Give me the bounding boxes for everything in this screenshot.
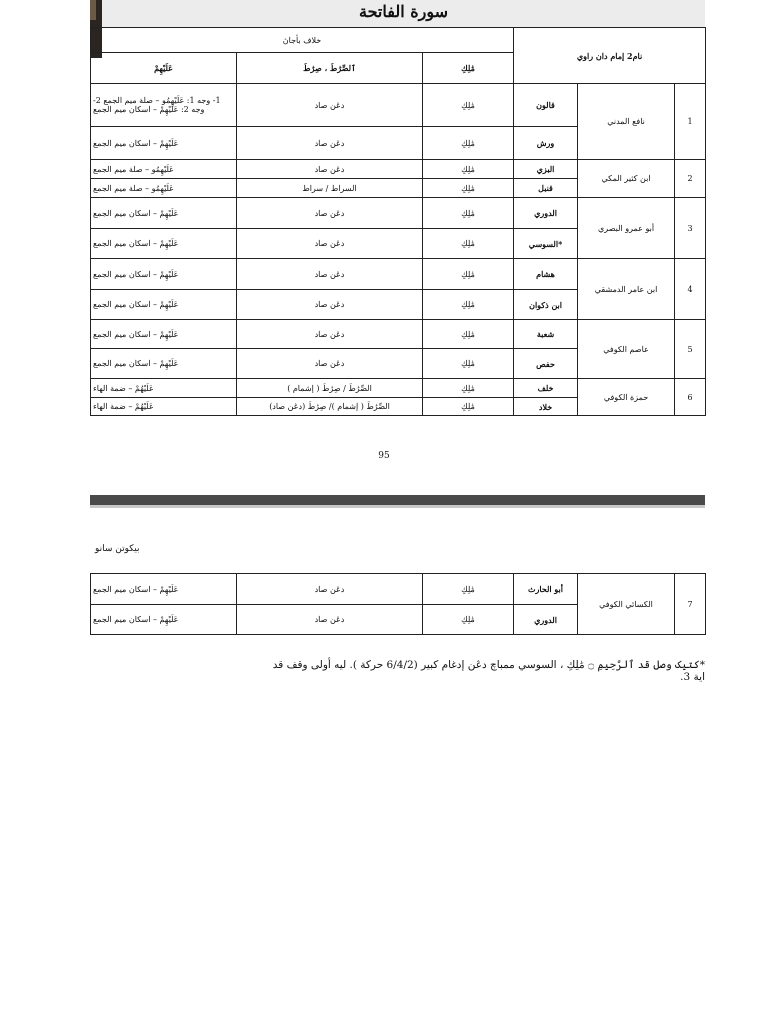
- cell-imam: ابن عامر الدمشقي: [578, 259, 675, 320]
- footnote: *كتيک وصل قد ٱلرَّحِيمِ ۝ مَٰلِكِ ، السوسي ممباچ دڠن إدغام كبير (6/4/2 حركة ). ليه أولى وقف قد اية 3.: [272, 659, 705, 683]
- cell-alaihim: عَلَيْهِمْ – اسكان ميم الجمع: [91, 290, 237, 320]
- cell-maliki: مَٰلِكِ: [423, 84, 514, 127]
- cell-number: 3: [675, 198, 706, 259]
- cell-alaihim: عَلَيْهِمْ – اسكان ميم الجمع: [91, 605, 237, 635]
- header-sirat: ٱلصِّرَٰطَ ، صِرَٰطَ: [237, 53, 423, 84]
- cell-sirat: دڠن صاد: [237, 290, 423, 320]
- cell-imam: حمزة الكوفي: [578, 379, 675, 416]
- cell-rawi: ابن ذكوان: [514, 290, 578, 320]
- cell-sirat: الصِّرَٰطَ / صِرَٰطَ ( إشمام ): [237, 379, 423, 398]
- cell-sirat: دڠن صاد: [237, 84, 423, 127]
- cell-rawi: خلاد: [514, 398, 578, 416]
- cell-number: 1: [675, 84, 706, 160]
- continued-label: بيكوتن سانو: [95, 544, 140, 554]
- cell-imam: عاصم الكوفي: [578, 320, 675, 379]
- header-alaihim: عَلَيْهِمْ: [91, 53, 237, 84]
- cell-alaihim: عَلَيْهِمْ – اسكان ميم الجمع: [91, 574, 237, 605]
- cell-imam: أبو عمرو البصري: [578, 198, 675, 259]
- cell-maliki: مَٰلِكِ: [423, 179, 514, 198]
- cell-rawi: هشام: [514, 259, 578, 290]
- cell-rawi: خلف: [514, 379, 578, 398]
- cell-maliki: مَٰلِكِ: [423, 127, 514, 160]
- cell-maliki: مَٰلِكِ: [423, 160, 514, 179]
- page-number: 95: [378, 451, 390, 461]
- cell-imam: نافع المدني: [578, 84, 675, 160]
- cell-number: 6: [675, 379, 706, 416]
- cell-rawi: *السوسي: [514, 229, 578, 259]
- cell-maliki: مَٰلِكِ: [423, 605, 514, 635]
- cell-imam: الكسائي الكوفي: [578, 574, 675, 635]
- cell-rawi: قنبل: [514, 179, 578, 198]
- header-imam-rawi: نام2 إمام دان راوي: [514, 28, 706, 84]
- cell-sirat: دڠن صاد: [237, 229, 423, 259]
- cell-sirat: دڠن صاد: [237, 320, 423, 349]
- header-khilaf: خلاف بأجاڽ: [91, 28, 514, 53]
- cell-rawi: قالون: [514, 84, 578, 127]
- cell-maliki: مَٰلِكِ: [423, 398, 514, 416]
- cell-rawi: ورش: [514, 127, 578, 160]
- cell-sirat: دڠن صاد: [237, 574, 423, 605]
- cell-rawi: أبو الحارث: [514, 574, 578, 605]
- cell-sirat: الصِّرَٰطَ ( إشمام )/ صِرَٰطَ (دڠن صاد): [237, 398, 423, 416]
- cell-alaihim: عَلَيْهِمْ – اسكان ميم الجمع: [91, 349, 237, 379]
- cell-alaihim: عَلَيْهُمْ – ضمة الهاء: [91, 379, 237, 398]
- cell-sirat: السراط / سراط: [237, 179, 423, 198]
- cell-sirat: دڠن صاد: [237, 198, 423, 229]
- cell-maliki: مَٰلِكِ: [423, 349, 514, 379]
- cell-maliki: مَٰلِكِ: [423, 198, 514, 229]
- cell-alaihim: 1- وجه 1: عَلَيْهِمُو – صلة ميم الجمع 2- وجه 2: عَلَيْهِمْ – اسكان ميم الجمع: [91, 84, 237, 127]
- cell-rawi: البزي: [514, 160, 578, 179]
- qiraat-table-continued: [90, 573, 706, 635]
- cell-maliki: مَٰلِكِ: [423, 379, 514, 398]
- cell-alaihim: عَلَيْهِمُو – صلة ميم الجمع: [91, 179, 237, 198]
- cell-maliki: مَٰلِكِ: [423, 574, 514, 605]
- cell-maliki: مَٰلِكِ: [423, 290, 514, 320]
- page-separator-shadow: [90, 505, 705, 508]
- cell-number: 5: [675, 320, 706, 379]
- cell-maliki: مَٰلِكِ: [423, 229, 514, 259]
- cell-number: 2: [675, 160, 706, 198]
- cell-sirat: دڠن صاد: [237, 349, 423, 379]
- cell-maliki: مَٰلِكِ: [423, 259, 514, 290]
- cell-alaihim: عَلَيْهُمْ – ضمة الهاء: [91, 398, 237, 416]
- cell-rawi: شعبة: [514, 320, 578, 349]
- cell-imam: ابن كثير المكي: [578, 160, 675, 198]
- cell-sirat: دڠن صاد: [237, 160, 423, 179]
- qiraat-table-page-95: [90, 27, 706, 416]
- cell-rawi: الدوري: [514, 198, 578, 229]
- cell-alaihim: عَلَيْهِمْ – اسكان ميم الجمع: [91, 127, 237, 160]
- cell-alaihim: عَلَيْهِمْ – اسكان ميم الجمع: [91, 198, 237, 229]
- cell-sirat: دڠن صاد: [237, 605, 423, 635]
- cell-sirat: دڠن صاد: [237, 259, 423, 290]
- cell-sirat: دڠن صاد: [237, 127, 423, 160]
- cell-number: 7: [675, 574, 706, 635]
- page-edge-highlight: [90, 0, 96, 20]
- cell-alaihim: عَلَيْهِمْ – اسكان ميم الجمع: [91, 320, 237, 349]
- cell-alaihim: عَلَيْهِمْ – اسكان ميم الجمع: [91, 259, 237, 290]
- cell-maliki: مَٰلِكِ: [423, 320, 514, 349]
- cell-rawi: حفص: [514, 349, 578, 379]
- cell-rawi: الدوري: [514, 605, 578, 635]
- page-separator: [90, 495, 705, 505]
- surah-title: سورة الفاتحة: [359, 2, 448, 21]
- header-maliki: مَٰلِكِ: [423, 53, 514, 84]
- cell-alaihim: عَلَيْهِمُو – صلة ميم الجمع: [91, 160, 237, 179]
- cell-alaihim: عَلَيْهِمْ – اسكان ميم الجمع: [91, 229, 237, 259]
- cell-number: 4: [675, 259, 706, 320]
